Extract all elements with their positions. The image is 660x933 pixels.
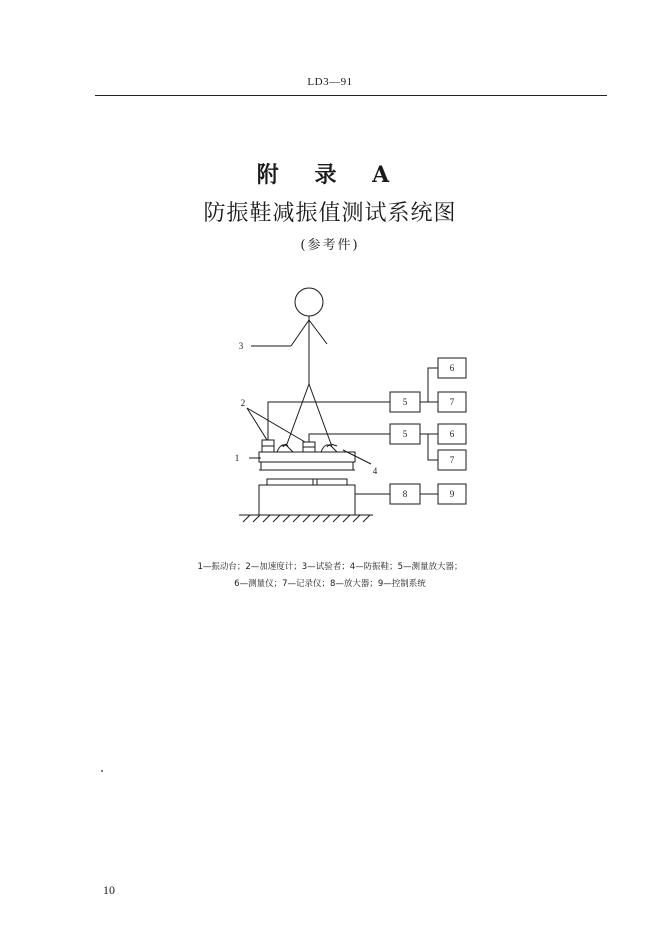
header-rule [95, 95, 607, 96]
document-title: 防振鞋减振值测试系统图 [203, 201, 457, 226]
scan-speck [101, 770, 103, 772]
label-4: 4 [372, 466, 378, 476]
appendix-title: 附 录 A [256, 162, 404, 188]
accelerometer-center [303, 442, 315, 452]
test-system-diagram [225, 280, 485, 530]
figure-caption-line-1: 1—振动台；2—加速度计；3—试验者；4—防振鞋；5—测量放大器； [197, 562, 463, 572]
ground [239, 515, 373, 522]
label-box-7b: 7 [449, 455, 455, 465]
label-2: 2 [240, 398, 246, 408]
document-code: LD3—91 [307, 76, 353, 88]
label-1: 1 [234, 453, 240, 463]
anti-vibration-shoes [277, 445, 337, 452]
document-subtitle: (参考件) [300, 238, 360, 253]
label-box-6b: 6 [449, 429, 455, 439]
figure-caption-line-2: 6—测量仪；7—记录仪；8—放大器；9—控制系统 [234, 579, 426, 589]
label-box-8: 8 [402, 489, 408, 499]
shaker-base [259, 479, 355, 515]
test-person [251, 288, 337, 446]
label-box-9: 9 [449, 489, 455, 499]
signal-wiring [268, 368, 438, 494]
page-number: 10 [103, 883, 115, 897]
label-box-5b: 5 [402, 429, 408, 439]
accelerometer-left [262, 440, 274, 452]
label-box-6a: 6 [449, 363, 455, 373]
label-3: 3 [238, 341, 244, 351]
vibration-table [259, 452, 355, 470]
label-box-7a: 7 [449, 397, 455, 407]
label-box-5a: 5 [402, 397, 408, 407]
